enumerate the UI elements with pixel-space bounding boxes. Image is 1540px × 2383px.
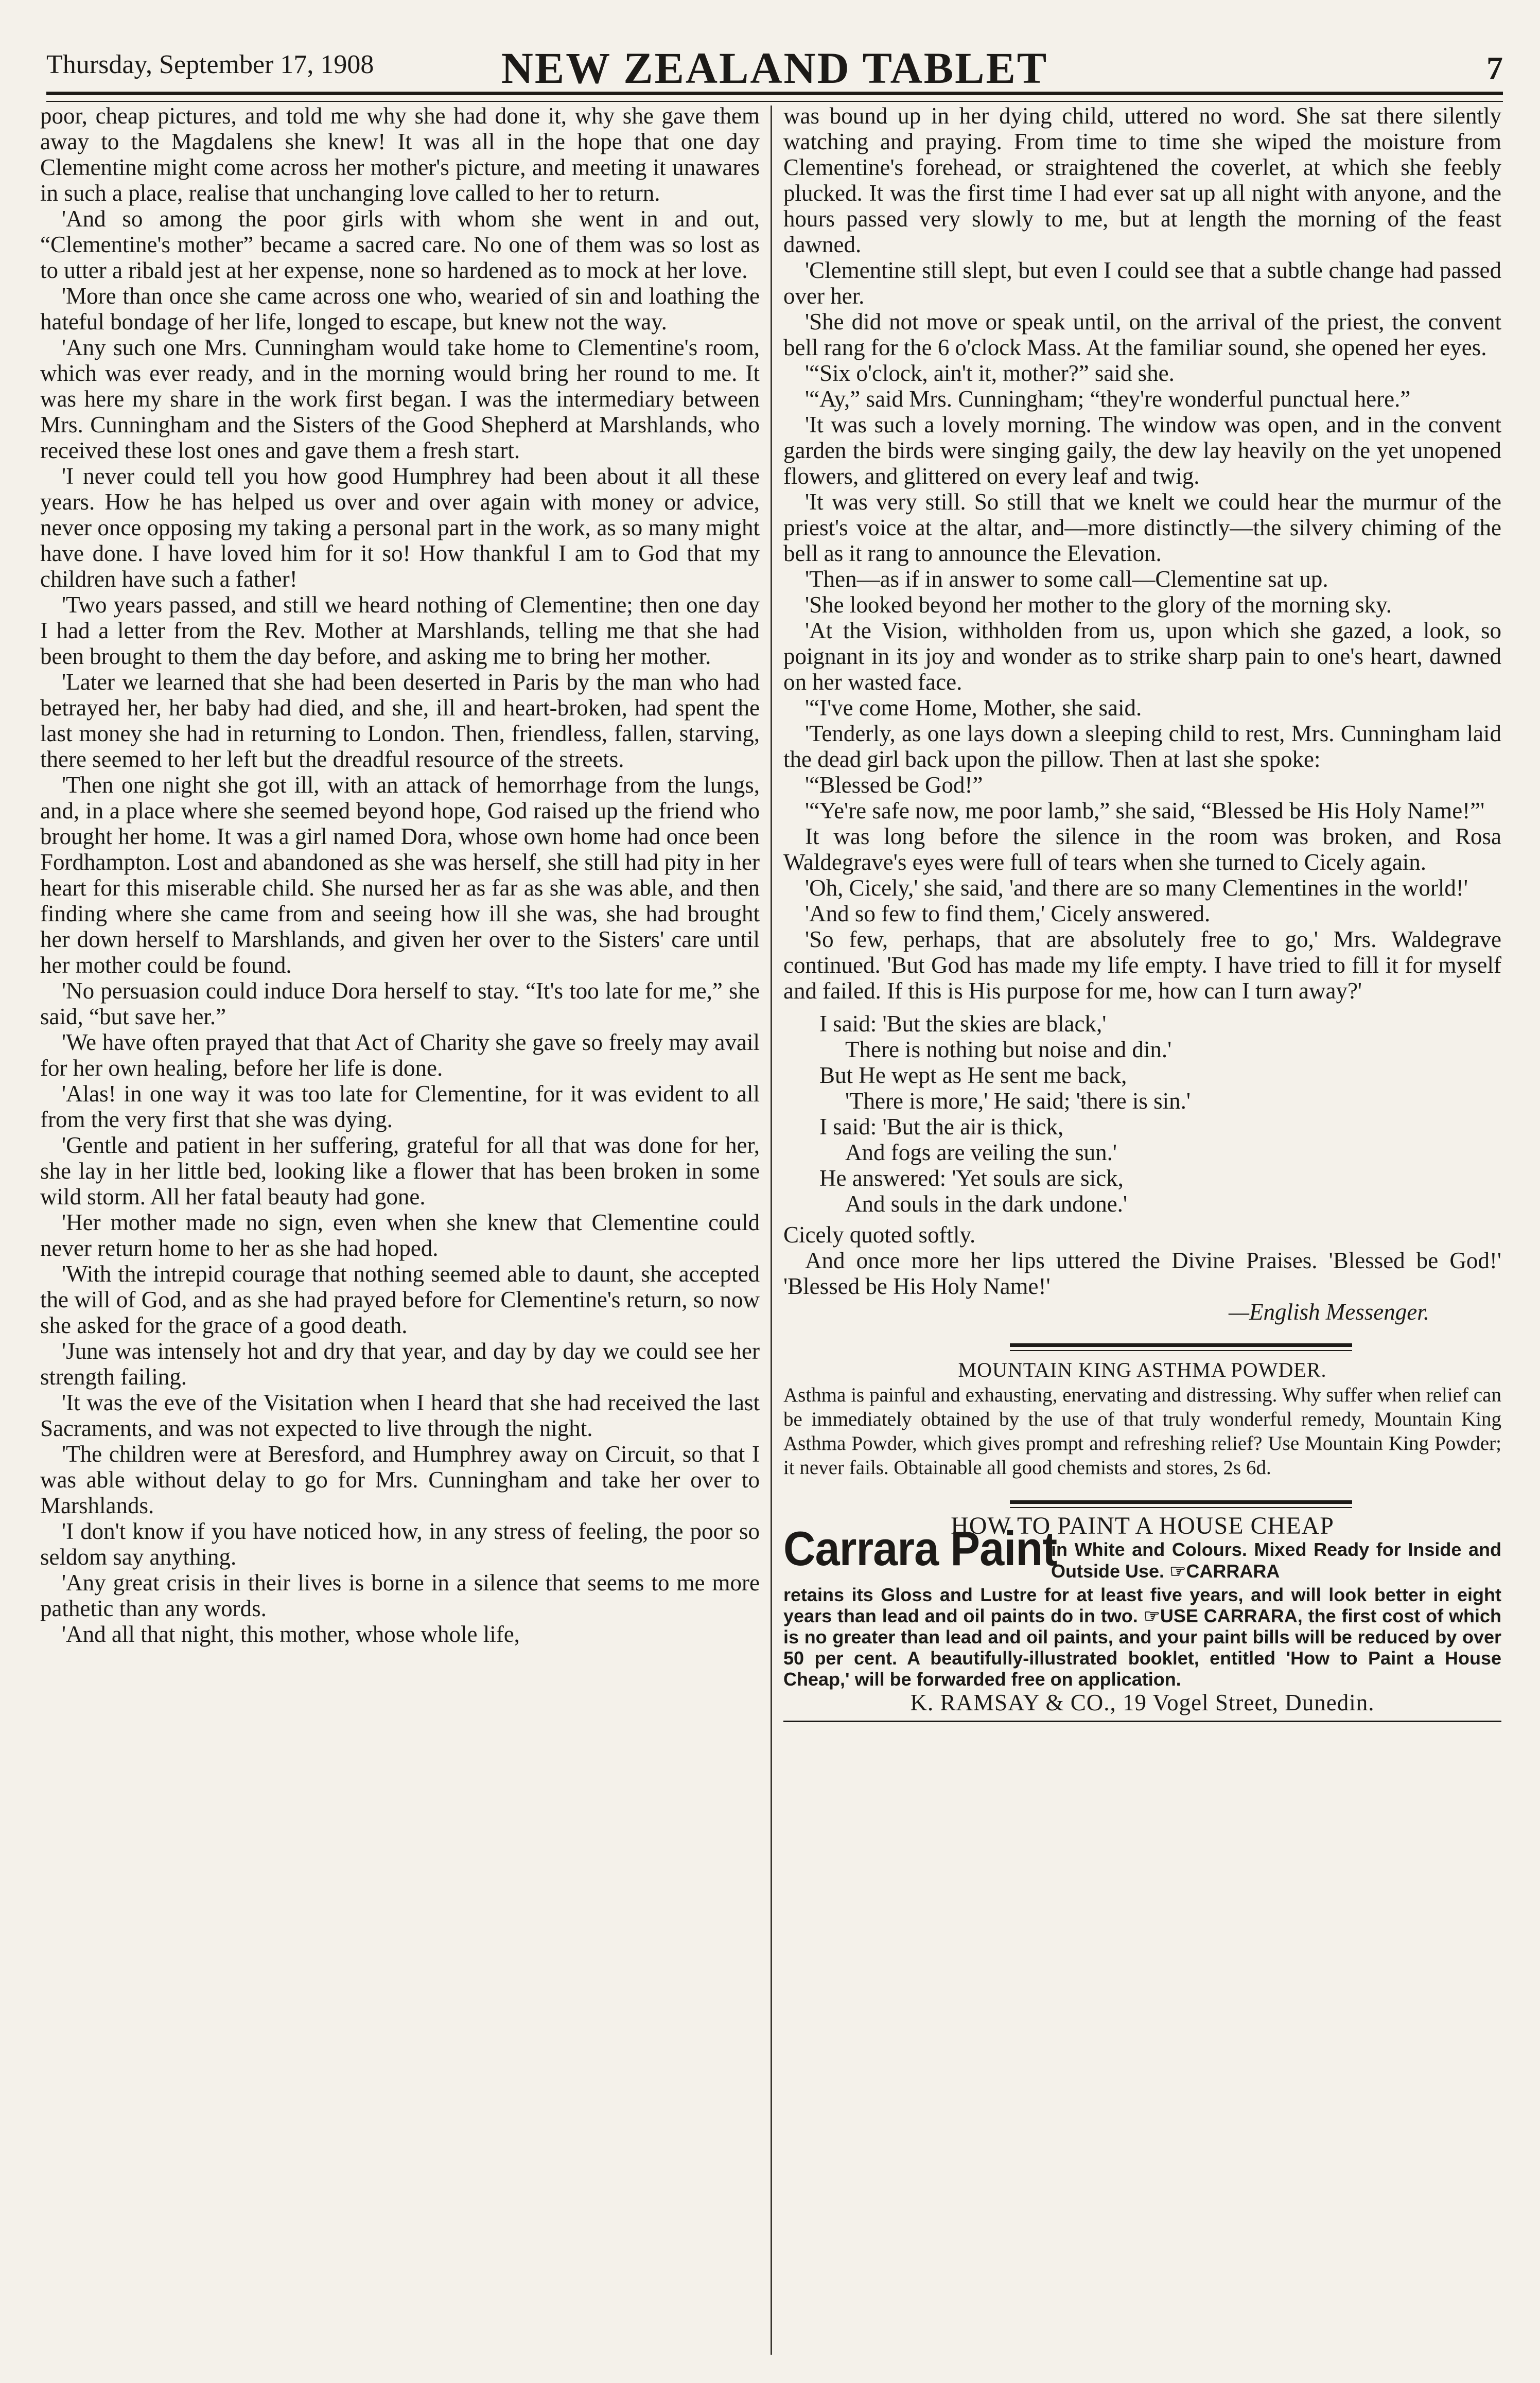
brand-name: Carrara Paint bbox=[783, 1521, 1057, 1575]
issue-date: Thursday, September 17, 1908 bbox=[46, 50, 374, 79]
paragraph: 'Then one night she got ill, with an attack of hemorrhage from the lungs, and, in a place where she seemed beyond hope, God raised up the friend who brought her home. It was a girl named Dora, whose own home had once been Fordhampton. Lost and abandoned as she was herself, she still had pity in her heart for this miserable child. She nursed her as far as she was able, and then finding where she came from and seeing how ill she was, she had brought her down herself to Marshlands, and given her over to the Sisters' care until her mother could be found. bbox=[40, 772, 760, 978]
paragraph: 'And so among the poor girls with whom she went in and out, “Clementine's mother” became a sacred care. No one of them was so lost as to utter a ribald jest at her expense, none so hardened as to mock at her love. bbox=[40, 206, 760, 283]
poem-line: But He wept as He sent me back, bbox=[819, 1062, 1127, 1088]
paragraph: poor, cheap pictures, and told me why she had done it, why she gave them away to the Magdalens she knew! It was all in the hope that one day Clementine might come across her mother's picture, and meeting it unawares in such a place, realise that unchanging love called to her to return. bbox=[40, 103, 760, 206]
paragraph: It was long before the silence in the room was broken, and Rosa Waldegrave's eyes were full of tears when she turned to Cicely again. bbox=[783, 823, 1501, 875]
ad-footer: K. RAMSAY & CO., 19 Vogel Street, Dunedin. bbox=[910, 1690, 1375, 1715]
paragraph: '“Blessed be God!” bbox=[805, 772, 983, 798]
paragraph: 'Two years passed, and still we heard nothing of Clementine; then one day I had a letter from the Rev. Mother at Marshlands, telling me that she had been brought to them the day before, and asking me to bring her mother. bbox=[40, 592, 760, 669]
right-column bbox=[783, 103, 1501, 2378]
left-column bbox=[40, 103, 760, 2378]
brand-tagline: in White and Colours. Mixed Ready for Inside and Outside Use. ☞CARRARA bbox=[1051, 1539, 1501, 1582]
paragraph: '“Six o'clock, ain't it, mother?” said she. bbox=[805, 360, 1175, 386]
ad-body: Asthma is painful and exhausting, enervating and distressing. Why suffer when relief can be immediately obtained by the use of that truly wonderful remedy, Mountain King Asthma Powder, which gives prompt and refreshing relief? Use Mountain King Powder; it never fails. Obtainable all good chemists and stores, 2s 6d. bbox=[783, 1384, 1501, 1479]
ad-bottom-rule bbox=[783, 1721, 1501, 1722]
paragraph: 'Gentle and patient in her suffering, grateful for all that was done for her, she lay in her little bed, looking like a flower that has been broken in some wild storm. All her fatal beauty had gone. bbox=[40, 1132, 760, 1210]
paragraph: Cicely quoted softly. bbox=[783, 1222, 976, 1248]
paragraph: 'So few, perhaps, that are absolutely free to go,' Mrs. Waldegrave continued. 'But God has made my life empty. I have tried to fill it for myself and failed. If this is His purpose for me, how can I turn away?' bbox=[783, 926, 1501, 1004]
masthead-title: NEW ZEALAND TABLET bbox=[501, 43, 1048, 93]
paragraph: 'Alas! in one way it was too late for Clementine, for it was evident to all from the very first that she was dying. bbox=[40, 1081, 760, 1132]
paragraph: '“Ye're safe now, me poor lamb,” she said, “Blessed be His Holy Name!”' bbox=[805, 798, 1485, 823]
poem bbox=[783, 1011, 1501, 1217]
paragraph: 'She did not move or speak until, on the arrival of the priest, the convent bell rang for the 6 o'clock Mass. At the familiar sound, she opened her eyes. bbox=[783, 309, 1501, 360]
ad-rule-thin bbox=[1010, 1350, 1352, 1351]
paragraph: 'Tenderly, as one lays down a sleeping child to rest, Mrs. Cunningham laid the dead girl back upon the pillow. Then at last she spoke: bbox=[783, 721, 1501, 772]
paragraph: 'I never could tell you how good Humphrey had been about it all these years. How he has helped us over and over again with money or advice, never once opposing my taking a personal part in the work, as so many might have done. I have loved him for it so! How thankful I am to God that my children have such a father! bbox=[40, 463, 760, 592]
page-number: 7 bbox=[1486, 50, 1503, 86]
poem-line: He answered: 'Yet souls are sick, bbox=[819, 1165, 1124, 1191]
paragraph: 'And so few to find them,' Cicely answered. bbox=[805, 901, 1211, 926]
paragraph: 'Any such one Mrs. Cunningham would take home to Clementine's room, which was ever ready, and in the morning would bring her round to me. It was here my share in the work first began. I was the intermediary between Mrs. Cunningham and the Sisters of the Good Shepherd at Marshlands, who received these lost ones and gave them a fresh start. bbox=[40, 335, 760, 463]
header-rule-thin bbox=[46, 101, 1503, 102]
poem-line: I said: 'But the skies are black,' bbox=[819, 1011, 1107, 1037]
ad-title: HOW TO PAINT A HOUSE CHEAP bbox=[951, 1512, 1334, 1539]
paragraph: 'We have often prayed that that Act of Charity she gave so freely may avail for her own healing, before her life is done. bbox=[40, 1029, 760, 1081]
ad-rule-thin bbox=[1010, 1507, 1352, 1508]
source-credit: —English Messenger. bbox=[1229, 1299, 1429, 1325]
paragraph: was bound up in her dying child, uttered no word. She sat there silently watching and praying. From time to time she wiped the moisture from Clementine's forehead, or straightened the coverlet, at which she feebly plucked. It was the first time I had ever sat up all night with anyone, and the hours passed very slowly to me, but at length the morning of the feast dawned. bbox=[783, 103, 1501, 257]
paragraph: 'Her mother made no sign, even when she knew that Clementine could never return home to her as she had hoped. bbox=[40, 1210, 760, 1261]
paragraph: '“Ay,” said Mrs. Cunningham; “they're wonderful punctual here.” bbox=[805, 386, 1411, 412]
paragraph: 'She looked beyond her mother to the glory of the morning sky. bbox=[805, 592, 1392, 618]
ad-rule bbox=[1010, 1343, 1352, 1347]
ad-rule bbox=[1010, 1500, 1352, 1504]
paragraph: And once more her lips uttered the Divine Praises. 'Blessed be God!' 'Blessed be His Holy Name!' bbox=[783, 1248, 1501, 1299]
paragraph: 'No persuasion could induce Dora herself to stay. “It's too late for me,” she said, “but save her.” bbox=[40, 978, 760, 1029]
carrara-advertisement bbox=[783, 1513, 1501, 1722]
paragraph: '“I've come Home, Mother, she said. bbox=[805, 695, 1142, 721]
poem-line: I said: 'But the air is thick, bbox=[819, 1114, 1064, 1140]
paragraph: 'Then—as if in answer to some call—Clementine sat up. bbox=[805, 566, 1328, 592]
paragraph: 'It was such a lovely morning. The window was open, and in the convent garden the birds were singing gaily, the dew lay heavily on the yet unopened flowers, and glittered on every leaf and twig. bbox=[783, 412, 1501, 489]
paragraph: 'I don't know if you have noticed how, in any stress of feeling, the poor so seldom say anything. bbox=[40, 1518, 760, 1570]
paragraph: 'Clementine still slept, but even I could see that a subtle change had passed over her. bbox=[783, 257, 1501, 309]
paragraph: 'Any great crisis in their lives is borne in a silence that seems to me more pathetic than any words. bbox=[40, 1570, 760, 1621]
poem-line: There is nothing but noise and din.' bbox=[845, 1037, 1172, 1062]
ad-body: retains its Gloss and Lustre for at least five years, and will look better in eight years than lead and oil paints do in two. ☞USE CARRARA, the first cost of which is no greater than lead and oil paints, and your paint bills will be reduced by over 50 per cent. A beautifully-illustrated booklet, entitled 'How to Paint a House Cheap,' will be forwarded free on application. bbox=[783, 1584, 1501, 1690]
paragraph: 'With the intrepid courage that nothing seemed able to daunt, she accepted the will of God, and as she had prayed before for Clementine's return, so now she asked for the grace of a good death. bbox=[40, 1261, 760, 1338]
paragraph: 'Oh, Cicely,' she said, 'and there are so many Clementines in the world!' bbox=[805, 875, 1468, 901]
poem-line: And souls in the dark undone.' bbox=[845, 1191, 1128, 1217]
paragraph: 'At the Vision, withholden from us, upon which she gazed, a look, so poignant in its joy and wonder as to strike sharp pain to one's heart, dawned on her wasted face. bbox=[783, 618, 1501, 695]
paragraph: 'More than once she came across one who, wearied of sin and loathing the hateful bondage of her life, longed to escape, but knew not the way. bbox=[40, 283, 760, 335]
paragraph: 'And all that night, this mother, whose whole life, bbox=[62, 1621, 520, 1647]
poem-line: 'There is more,' He said; 'there is sin.' bbox=[845, 1088, 1191, 1114]
paragraph: 'It was the eve of the Visitation when I heard that she had received the last Sacraments, and was not expected to live through the night. bbox=[40, 1390, 760, 1441]
page-header bbox=[46, 35, 1503, 97]
asthma-advertisement bbox=[783, 1357, 1501, 1480]
poem-line: And fogs are veiling the sun.' bbox=[845, 1140, 1117, 1165]
paragraph: 'It was very still. So still that we knelt we could hear the murmur of the priest's voice at the altar, and—more distinctly—the silvery chiming of the bell as it rang to announce the Elevation. bbox=[783, 489, 1501, 566]
paragraph: 'June was intensely hot and dry that year, and day by day we could see her strength failing. bbox=[40, 1338, 760, 1390]
column-divider bbox=[771, 106, 772, 2355]
paragraph: 'Later we learned that she had been deserted in Paris by the man who had betrayed her, her baby had died, and she, ill and heart-broken, had spent the last money she had in returning to London. Then, friendless, fallen, starving, there seemed to her left but the dreadful resource of the streets. bbox=[40, 669, 760, 772]
header-rule bbox=[46, 92, 1503, 95]
paragraph: 'The children were at Beresford, and Humphrey away on Circuit, so that I was able without delay to go for Mrs. Cunningham and take her over to Marshlands. bbox=[40, 1441, 760, 1518]
ad-title: MOUNTAIN KING ASTHMA POWDER. bbox=[958, 1358, 1327, 1381]
